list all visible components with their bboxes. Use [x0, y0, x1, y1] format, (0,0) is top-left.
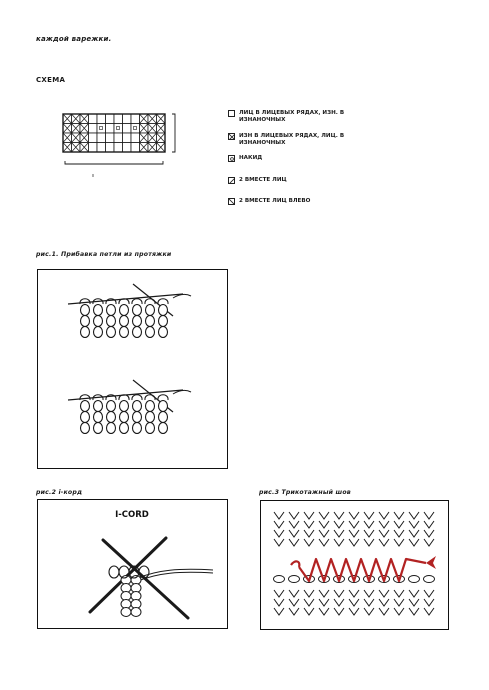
fig2-caption: рис.2 i-корд [36, 489, 83, 496]
chart-grid [63, 114, 165, 152]
slash-right-square-icon [228, 177, 235, 184]
intro-text-fragment: каждой варежки. [36, 35, 112, 43]
increase-stitch-illustration [38, 270, 227, 468]
legend-item-knit: ЛИЦ В ЛИЦЕВЫХ РЯДАХ, ИЗН. В ИЗНАНОЧНЫХ [228, 110, 359, 124]
legend-item-ssk: 2 ВМЕСТЕ ЛИЦ ВЛЕВО [228, 198, 310, 205]
circle-square-icon [228, 155, 235, 162]
grafting-drawing [274, 512, 435, 615]
fig1-caption: рис.1. Прибавка петли из протяжки [36, 251, 172, 258]
fig3-caption: рис.3 Трикотажный шов [259, 489, 351, 496]
i-cord-drawing [90, 538, 213, 618]
chart-row-bracket [172, 114, 175, 152]
kitchener-stitch-illustration [261, 501, 448, 629]
legend-item-purl: ИЗН В ЛИЦЕВЫХ РЯДАХ, ЛИЦ. В ИЗНАНОЧНЫХ [228, 133, 359, 147]
fig3-frame [260, 500, 449, 630]
chart-col-bracket [65, 161, 163, 164]
knitting-chart [58, 108, 186, 190]
fig1-frame [37, 269, 228, 469]
stitch-group-top [68, 284, 191, 338]
grafting-yarn [299, 559, 426, 581]
legend-item-k2tog: 2 ВМЕСТЕ ЛИЦ [228, 177, 287, 184]
x-square-icon [228, 133, 235, 140]
fig2-frame [37, 499, 228, 629]
i-cord-label: I-CORD [115, 510, 149, 520]
stitch-group-bottom [68, 380, 191, 434]
legend-item-yarn-over: НАКИД [228, 155, 262, 162]
i-cord-illustration [38, 500, 227, 628]
slash-left-square-icon [228, 198, 235, 205]
empty-square-icon [228, 110, 235, 117]
scheme-title: СХЕМА [36, 76, 66, 84]
arrow-right-icon [426, 556, 436, 569]
